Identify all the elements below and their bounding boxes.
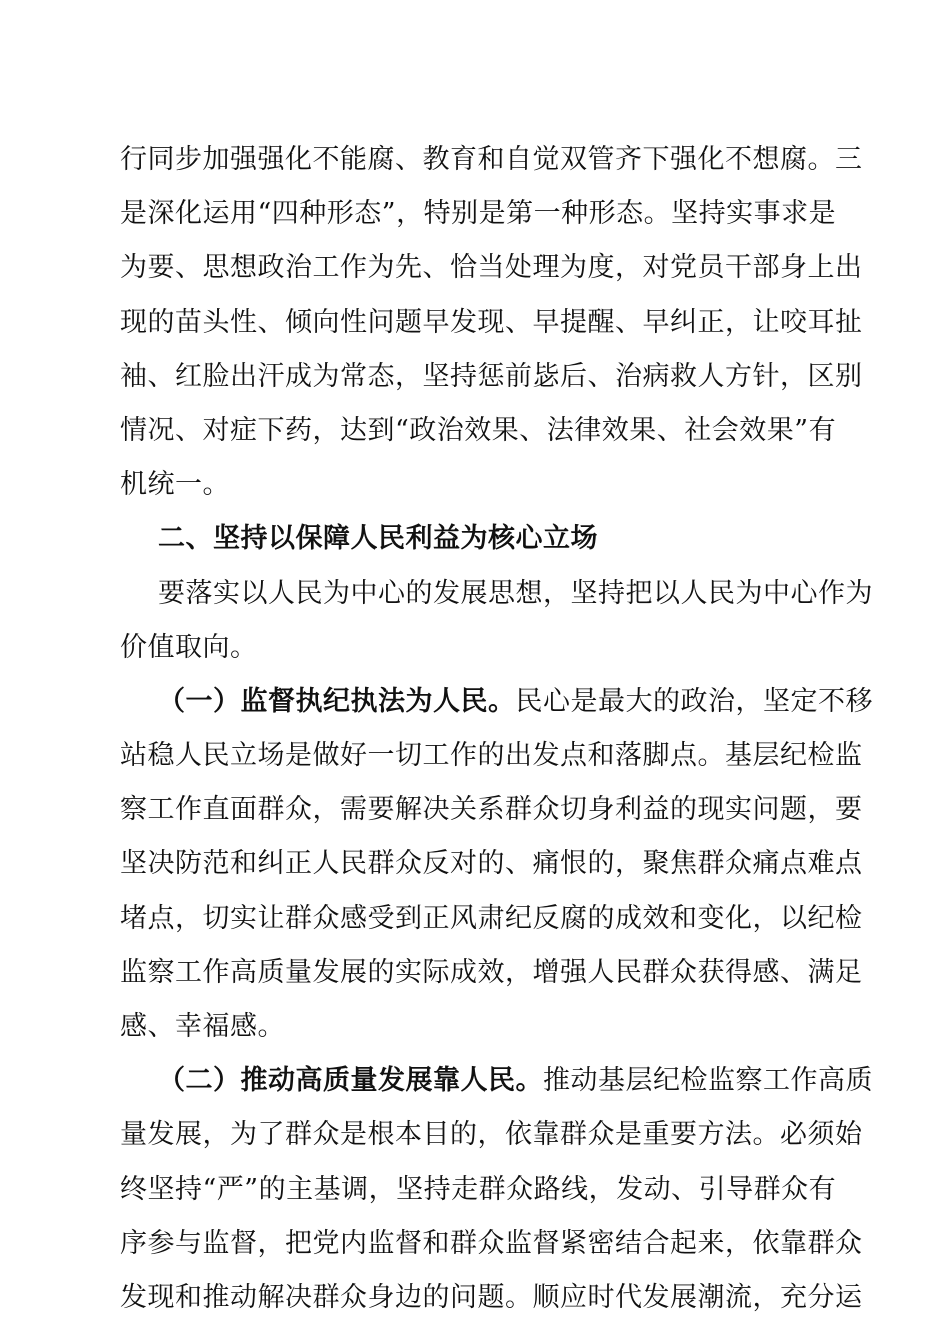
text-line <box>120 458 828 512</box>
text-line <box>120 1271 863 1325</box>
text-line <box>120 621 828 675</box>
text-line <box>120 1217 863 1271</box>
text-line <box>120 1054 873 1108</box>
text-run: 袖、红脸出汗成为常态，坚持惩前毖后、治病救人方针，区别 <box>120 360 863 392</box>
text-run: 要落实以人民为中心的发展思想，坚持把以人民为中心作为 <box>158 577 873 609</box>
text-run: 机统一。 <box>120 469 230 501</box>
text-run: 推动基层纪检监察工作高质 <box>543 1065 873 1097</box>
text-run: 监察工作高质量发展的实际成效，增强人民群众获得感、满足 <box>120 956 863 988</box>
text-line <box>120 783 863 837</box>
text-run: 民心是最大的政治，坚定不移 <box>515 685 873 717</box>
bold-text-run: （一）监督执纪执法为人民。 <box>158 685 516 717</box>
text-line <box>120 892 863 946</box>
text-line <box>120 567 873 621</box>
text-run: 终坚持“严”的主基调，坚持走群众路线，发动、引导群众有 <box>120 1173 837 1205</box>
text-run: 行同步加强强化不能腐、教育和自觉双管齐下强化不想腐。三 <box>120 144 863 175</box>
text-run: 感、幸福感。 <box>120 1011 285 1042</box>
text-run: 坚决防范和纠正人民群众反对的、痛恨的，聚焦群众痛点难点 <box>120 848 863 880</box>
text-run: 价值取向。 <box>120 631 258 663</box>
text-run: 堵点，切实让群众感受到正风肃纪反腐的成效和变化，以纪检 <box>120 902 863 934</box>
text-line <box>120 837 863 891</box>
text-run: 现的苗头性、倾向性问题早发现、早提醒、早纠正，让咬耳扯 <box>120 306 863 338</box>
document-page <box>120 133 873 1325</box>
text-line <box>120 946 863 1000</box>
section-heading <box>120 512 828 566</box>
text-line <box>120 1000 828 1054</box>
text-run: 察工作直面群众，需要解决关系群众切身利益的现实问题，要 <box>120 794 863 826</box>
text-run: 情况、对症下药，达到“政治效果、法律效果、社会效果”有 <box>120 414 837 446</box>
text-line <box>120 1163 837 1217</box>
text-line <box>120 1108 863 1162</box>
text-run: 量发展，为了群众是根本目的，依靠群众是重要方法。必须始 <box>120 1119 863 1151</box>
text-line <box>120 133 863 187</box>
text-run: 为要、思想政治工作为先、恰当处理为度，对党员干部身上出 <box>120 252 863 284</box>
text-run: 是深化运用“四种形态”，特别是第一种形态。坚持实事求是 <box>120 198 837 230</box>
text-run: 发现和推动解决群众身边的问题。顺应时代发展潮流，充分运 <box>120 1281 863 1313</box>
text-line <box>120 729 863 783</box>
text-line <box>120 187 837 241</box>
text-run: 序参与监督，把党内监督和群众监督紧密结合起来，依靠群众 <box>120 1227 863 1259</box>
text-line <box>120 404 837 458</box>
bold-text-run: （二）推动高质量发展靠人民。 <box>158 1065 543 1097</box>
text-line <box>120 296 863 350</box>
text-run: 站稳人民立场是做好一切工作的出发点和落脚点。基层纪检监 <box>120 740 863 772</box>
text-line <box>120 241 863 295</box>
bold-text-run: 二、坚持以保障人民利益为核心立场 <box>158 523 598 555</box>
text-line <box>120 350 863 404</box>
text-line <box>120 675 873 729</box>
